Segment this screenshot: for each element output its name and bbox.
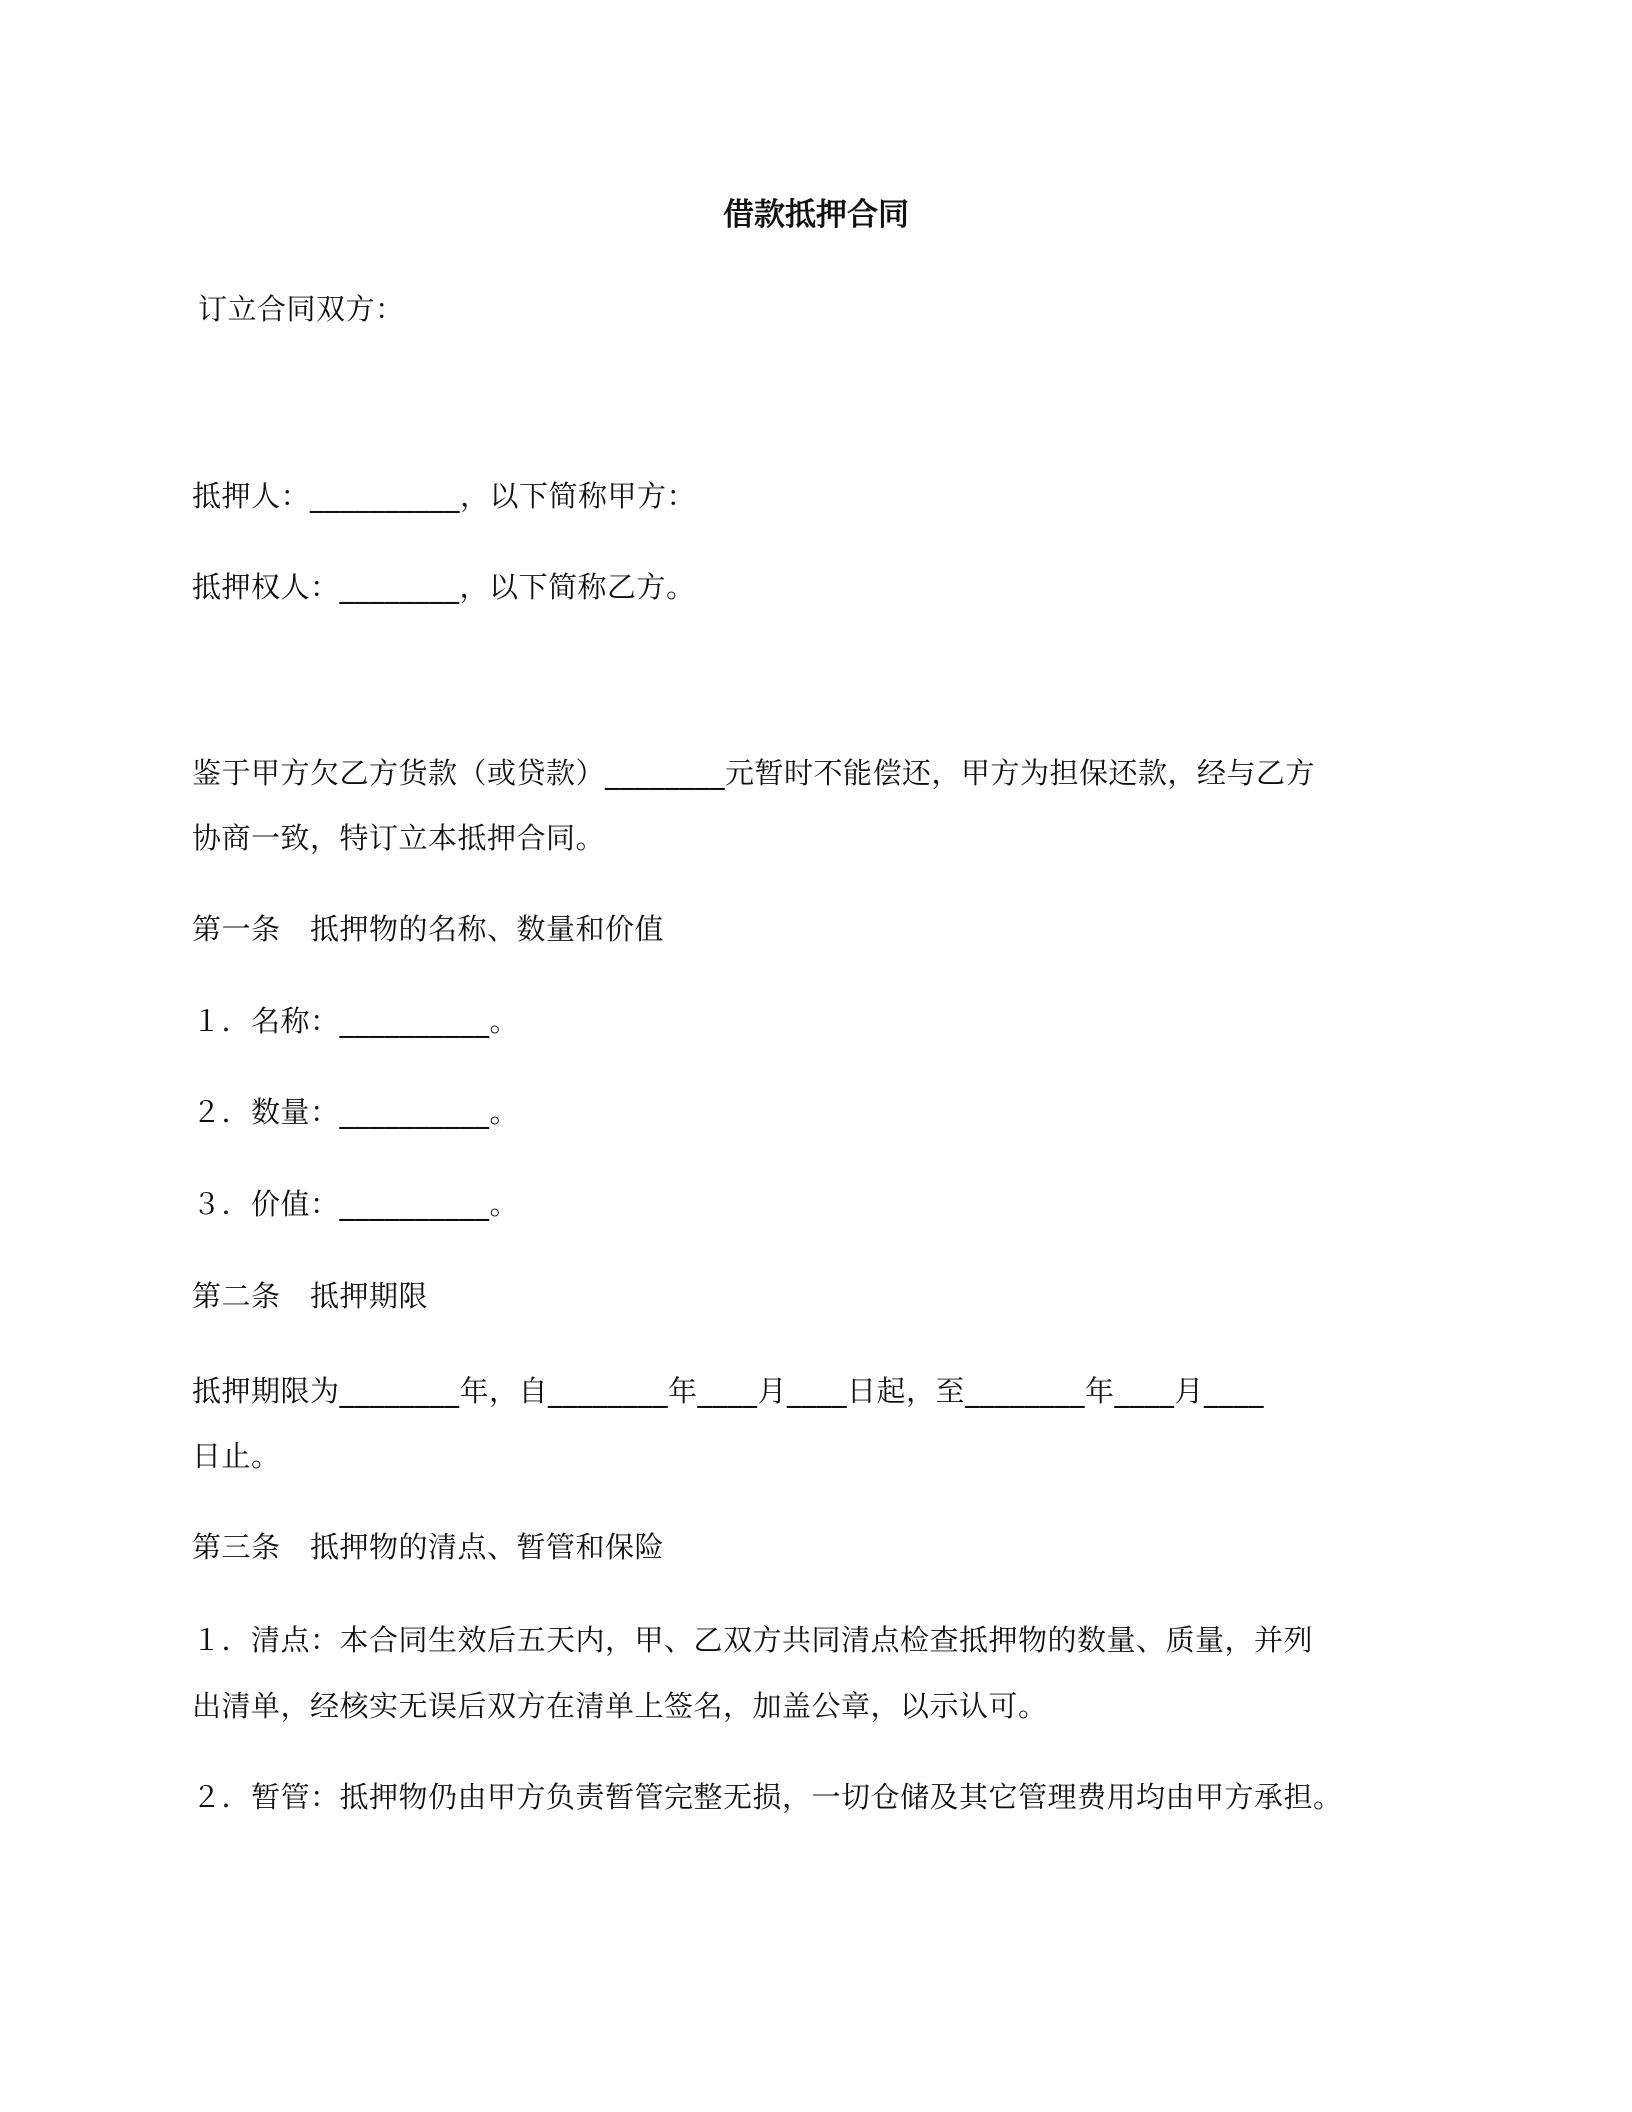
preamble-line-2: 协商一致，特订立本抵押合同。 (192, 821, 606, 855)
preamble-line-1: 鉴于甲方欠乙方货款（或贷款）________元暂时不能偿还，甲方为担保还款，经与乙方 (192, 756, 1316, 790)
mortgagee-line: 抵押权人：________，以下简称乙方。 (192, 570, 696, 604)
article-3-heading: 第三条 抵押物的清点、暂管和保险 (192, 1530, 665, 1564)
document-title: 借款抵押合同 (723, 197, 909, 233)
article-2-heading: 第二条 抵押期限 (192, 1279, 429, 1313)
article-1-item-name: １．名称：__________。 (192, 1004, 520, 1038)
article-2-text-line-2: 日止。 (192, 1439, 281, 1473)
article-1-heading: 第一条 抵押物的名称、数量和价值 (192, 912, 665, 946)
parties-intro: 订立合同双方： (198, 292, 405, 326)
mortgagor-line: 抵押人：__________，以下简称甲方： (192, 479, 697, 513)
article-1-item-value: ３．价值：__________。 (192, 1187, 520, 1221)
article-3-item-1-line-2: 出清单，经核实无误后双方在清单上签名，加盖公章，以示认可。 (192, 1689, 1048, 1723)
article-3-item-1-line-1: １．清点：本合同生效后五天内，甲、乙双方共同清点检查抵押物的数量、质量，并列 (192, 1623, 1314, 1657)
article-3-item-2: ２．暂管：抵押物仍由甲方负责暂管完整无损，一切仓储及其它管理费用均由甲方承担。 (192, 1780, 1343, 1814)
article-1-item-quantity: ２．数量：__________。 (192, 1095, 520, 1129)
article-2-text-line-1: 抵押期限为________年，自________年____月____日起，至________年____月____ (192, 1374, 1265, 1408)
